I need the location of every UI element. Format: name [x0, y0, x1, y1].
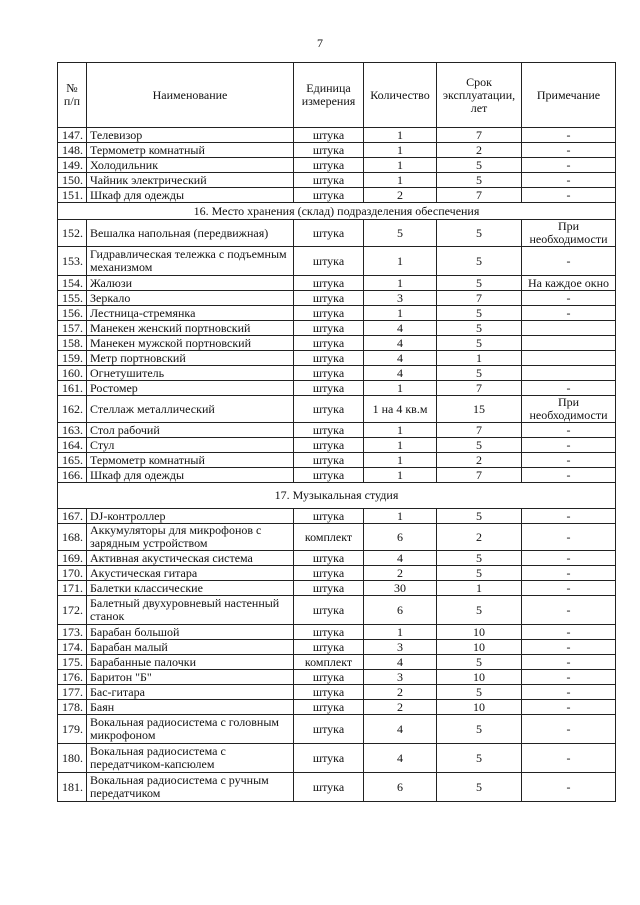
table-row: [58, 566, 616, 581]
item-unit: штука: [294, 670, 364, 685]
row-number: 172.: [58, 596, 87, 625]
item-quantity: 1: [364, 625, 437, 640]
item-note: -: [522, 655, 616, 670]
item-quantity: 1 на 4 кв.м: [364, 396, 437, 423]
item-note: -: [522, 438, 616, 453]
row-number: 163.: [58, 423, 87, 438]
item-quantity: 30: [364, 581, 437, 596]
item-service-life: 10: [437, 625, 522, 640]
row-number: 160.: [58, 366, 87, 381]
item-unit: штука: [294, 581, 364, 596]
item-name: DJ-контроллер: [87, 509, 294, 524]
table-row: [58, 453, 616, 468]
item-quantity: 3: [364, 640, 437, 655]
row-number: 147.: [58, 128, 87, 143]
item-quantity: 2: [364, 188, 437, 203]
row-number: 179.: [58, 715, 87, 744]
item-service-life: 10: [437, 670, 522, 685]
row-number: 166.: [58, 468, 87, 483]
item-quantity: 1: [364, 306, 437, 321]
item-unit: штука: [294, 366, 364, 381]
table-row: [58, 143, 616, 158]
item-note: [522, 351, 616, 366]
item-service-life: 2: [437, 143, 522, 158]
item-service-life: 5: [437, 438, 522, 453]
item-name: Вокальная радиосистема с ручным передатчиком: [87, 773, 294, 802]
item-note: -: [522, 685, 616, 700]
item-name: Стол рабочий: [87, 423, 294, 438]
item-note: -: [522, 509, 616, 524]
item-note: [522, 321, 616, 336]
row-number: 162.: [58, 396, 87, 423]
item-service-life: 5: [437, 220, 522, 247]
item-note: -: [522, 744, 616, 773]
item-name: Вокальная радиосистема с головным микрофоном: [87, 715, 294, 744]
item-quantity: 4: [364, 336, 437, 351]
item-note: На каждое окно: [522, 276, 616, 291]
equipment-table: [57, 62, 616, 802]
item-name: Огнетушитель: [87, 366, 294, 381]
row-number: 151.: [58, 188, 87, 203]
item-name: Термометр комнатный: [87, 143, 294, 158]
table-row: [58, 276, 616, 291]
row-number: 177.: [58, 685, 87, 700]
table-row: [58, 366, 616, 381]
item-name: Холодильник: [87, 158, 294, 173]
item-note: -: [522, 381, 616, 396]
table-row: [58, 524, 616, 551]
item-unit: штука: [294, 468, 364, 483]
table-row: [58, 423, 616, 438]
item-name: Зеркало: [87, 291, 294, 306]
item-service-life: 7: [437, 188, 522, 203]
item-quantity: 1: [364, 143, 437, 158]
item-name: Шкаф для одежды: [87, 468, 294, 483]
item-quantity: 4: [364, 744, 437, 773]
item-quantity: 4: [364, 655, 437, 670]
table-row: [58, 581, 616, 596]
table-header-row: [58, 63, 616, 128]
item-service-life: 5: [437, 509, 522, 524]
item-name: Жалюзи: [87, 276, 294, 291]
table-row: [58, 596, 616, 625]
item-service-life: 7: [437, 468, 522, 483]
item-quantity: 4: [364, 715, 437, 744]
section-title: 17. Музыкальная студия: [58, 483, 616, 509]
item-name: Бас-гитара: [87, 685, 294, 700]
item-unit: штука: [294, 438, 364, 453]
item-name: Чайник электрический: [87, 173, 294, 188]
table-row: [58, 291, 616, 306]
row-number: 156.: [58, 306, 87, 321]
row-number: 157.: [58, 321, 87, 336]
item-service-life: 15: [437, 396, 522, 423]
table-row: [58, 173, 616, 188]
item-note: -: [522, 700, 616, 715]
row-number: 164.: [58, 438, 87, 453]
item-service-life: 1: [437, 351, 522, 366]
item-note: -: [522, 173, 616, 188]
item-note: -: [522, 128, 616, 143]
item-note: -: [522, 640, 616, 655]
table-row: [58, 468, 616, 483]
header-note: Примечание: [522, 63, 616, 128]
item-service-life: 5: [437, 173, 522, 188]
item-name: Ростомер: [87, 381, 294, 396]
item-quantity: 5: [364, 220, 437, 247]
row-number: 176.: [58, 670, 87, 685]
item-service-life: 5: [437, 366, 522, 381]
item-unit: штука: [294, 551, 364, 566]
section-title: 16. Место хранения (склад) подразделения обеспечения: [58, 203, 616, 220]
item-quantity: 1: [364, 276, 437, 291]
item-quantity: 1: [364, 128, 437, 143]
table-row: [58, 655, 616, 670]
header-qty: Количество: [364, 63, 437, 128]
row-number: 165.: [58, 453, 87, 468]
table-row: [58, 128, 616, 143]
item-quantity: 1: [364, 438, 437, 453]
row-number: 171.: [58, 581, 87, 596]
item-name: Шкаф для одежды: [87, 188, 294, 203]
item-unit: штука: [294, 247, 364, 276]
item-service-life: 7: [437, 291, 522, 306]
section-header-row: [58, 203, 616, 220]
item-unit: штука: [294, 453, 364, 468]
item-unit: штука: [294, 685, 364, 700]
item-unit: штука: [294, 596, 364, 625]
row-number: 161.: [58, 381, 87, 396]
item-unit: штука: [294, 640, 364, 655]
item-unit: штука: [294, 336, 364, 351]
table-row: [58, 247, 616, 276]
item-unit: штука: [294, 143, 364, 158]
table-row: [58, 685, 616, 700]
table-row: [58, 158, 616, 173]
item-note: -: [522, 468, 616, 483]
item-note: -: [522, 566, 616, 581]
row-number: 155.: [58, 291, 87, 306]
item-note: -: [522, 596, 616, 625]
item-service-life: 5: [437, 321, 522, 336]
item-service-life: 5: [437, 566, 522, 581]
table-row: [58, 509, 616, 524]
item-service-life: 10: [437, 700, 522, 715]
item-service-life: 5: [437, 744, 522, 773]
item-unit: штука: [294, 744, 364, 773]
item-name: Балетки классические: [87, 581, 294, 596]
item-name: Термометр комнатный: [87, 453, 294, 468]
item-note: При необходимости: [522, 396, 616, 423]
item-service-life: 1: [437, 581, 522, 596]
item-note: -: [522, 423, 616, 438]
table-row: [58, 625, 616, 640]
item-name: Вокальная радиосистема с передатчиком-капсюлем: [87, 744, 294, 773]
table-row: [58, 396, 616, 423]
item-unit: штука: [294, 321, 364, 336]
item-note: -: [522, 143, 616, 158]
row-number: 152.: [58, 220, 87, 247]
item-quantity: 2: [364, 700, 437, 715]
row-number: 153.: [58, 247, 87, 276]
item-service-life: 2: [437, 524, 522, 551]
row-number: 173.: [58, 625, 87, 640]
item-name: Стеллаж металлический: [87, 396, 294, 423]
item-quantity: 1: [364, 423, 437, 438]
header-life: Срок эксплуатации, лет: [437, 63, 522, 128]
item-quantity: 3: [364, 670, 437, 685]
item-note: -: [522, 247, 616, 276]
row-number: 180.: [58, 744, 87, 773]
row-number: 170.: [58, 566, 87, 581]
item-note: [522, 336, 616, 351]
item-name: Баян: [87, 700, 294, 715]
section-header-row: [58, 483, 616, 509]
item-note: При необходимости: [522, 220, 616, 247]
item-unit: комплект: [294, 655, 364, 670]
item-name: Манекен женский портновский: [87, 321, 294, 336]
row-number: 149.: [58, 158, 87, 173]
row-number: 174.: [58, 640, 87, 655]
item-service-life: 5: [437, 306, 522, 321]
item-name: Манекен мужской портновский: [87, 336, 294, 351]
item-quantity: 2: [364, 566, 437, 581]
item-unit: штука: [294, 220, 364, 247]
row-number: 168.: [58, 524, 87, 551]
item-service-life: 5: [437, 685, 522, 700]
row-number: 154.: [58, 276, 87, 291]
header-name: Наименование: [87, 63, 294, 128]
header-num: № п/п: [58, 63, 87, 128]
row-number: 158.: [58, 336, 87, 351]
item-quantity: 6: [364, 773, 437, 802]
item-service-life: 5: [437, 715, 522, 744]
item-name: Баритон "Б": [87, 670, 294, 685]
item-note: -: [522, 581, 616, 596]
item-quantity: 4: [364, 366, 437, 381]
item-name: Лестница-стремянка: [87, 306, 294, 321]
table-row: [58, 551, 616, 566]
item-unit: штука: [294, 396, 364, 423]
item-unit: штука: [294, 158, 364, 173]
item-unit: штука: [294, 306, 364, 321]
row-number: 167.: [58, 509, 87, 524]
row-number: 148.: [58, 143, 87, 158]
row-number: 159.: [58, 351, 87, 366]
item-service-life: 5: [437, 773, 522, 802]
table-body: [58, 128, 616, 802]
item-service-life: 5: [437, 247, 522, 276]
item-note: -: [522, 158, 616, 173]
item-service-life: 2: [437, 453, 522, 468]
item-quantity: 1: [364, 453, 437, 468]
row-number: 181.: [58, 773, 87, 802]
item-quantity: 1: [364, 468, 437, 483]
item-name: Аккумуляторы для микрофонов с зарядным устройством: [87, 524, 294, 551]
item-quantity: 1: [364, 173, 437, 188]
table-row: [58, 321, 616, 336]
table-row: [58, 306, 616, 321]
item-service-life: 5: [437, 596, 522, 625]
item-note: -: [522, 551, 616, 566]
row-number: 178.: [58, 700, 87, 715]
table-row: [58, 744, 616, 773]
item-note: -: [522, 291, 616, 306]
item-service-life: 10: [437, 640, 522, 655]
table-row: [58, 220, 616, 247]
item-quantity: 3: [364, 291, 437, 306]
item-service-life: 5: [437, 158, 522, 173]
item-quantity: 1: [364, 381, 437, 396]
item-unit: штука: [294, 566, 364, 581]
item-note: -: [522, 524, 616, 551]
row-number: 169.: [58, 551, 87, 566]
item-service-life: 5: [437, 336, 522, 351]
table-row: [58, 336, 616, 351]
table-row: [58, 670, 616, 685]
item-unit: штука: [294, 423, 364, 438]
table-row: [58, 640, 616, 655]
item-note: -: [522, 715, 616, 744]
table-row: [58, 715, 616, 744]
row-number: 150.: [58, 173, 87, 188]
item-name: Вешалка напольная (передвижная): [87, 220, 294, 247]
table-row: [58, 381, 616, 396]
item-unit: штука: [294, 291, 364, 306]
row-number: 175.: [58, 655, 87, 670]
item-service-life: 7: [437, 128, 522, 143]
item-note: -: [522, 453, 616, 468]
item-note: [522, 366, 616, 381]
table-row: [58, 351, 616, 366]
item-name: Акустическая гитара: [87, 566, 294, 581]
item-name: Барабанные палочки: [87, 655, 294, 670]
item-name: Барабан большой: [87, 625, 294, 640]
table-row: [58, 438, 616, 453]
item-name: Барабан малый: [87, 640, 294, 655]
item-service-life: 5: [437, 276, 522, 291]
item-note: -: [522, 670, 616, 685]
table-row: [58, 773, 616, 802]
item-unit: штука: [294, 173, 364, 188]
item-unit: штука: [294, 188, 364, 203]
item-note: -: [522, 773, 616, 802]
item-quantity: 1: [364, 247, 437, 276]
item-quantity: 2: [364, 685, 437, 700]
item-unit: штука: [294, 276, 364, 291]
item-unit: штука: [294, 351, 364, 366]
item-service-life: 7: [437, 381, 522, 396]
item-note: -: [522, 306, 616, 321]
item-service-life: 7: [437, 423, 522, 438]
table-row: [58, 700, 616, 715]
item-quantity: 4: [364, 551, 437, 566]
item-quantity: 1: [364, 509, 437, 524]
item-unit: штука: [294, 715, 364, 744]
item-name: Метр портновский: [87, 351, 294, 366]
item-unit: штука: [294, 773, 364, 802]
item-unit: штука: [294, 700, 364, 715]
item-unit: штука: [294, 509, 364, 524]
item-unit: штука: [294, 381, 364, 396]
item-unit: комплект: [294, 524, 364, 551]
item-name: Активная акустическая система: [87, 551, 294, 566]
item-quantity: 1: [364, 158, 437, 173]
item-service-life: 5: [437, 655, 522, 670]
item-note: -: [522, 625, 616, 640]
page-number: 7: [317, 36, 323, 50]
item-quantity: 4: [364, 351, 437, 366]
item-name: Стул: [87, 438, 294, 453]
item-name: Балетный двухуровневый настенный станок: [87, 596, 294, 625]
item-note: -: [522, 188, 616, 203]
item-name: Гидравлическая тележка с подъемным механизмом: [87, 247, 294, 276]
item-name: Телевизор: [87, 128, 294, 143]
item-unit: штука: [294, 128, 364, 143]
item-quantity: 6: [364, 524, 437, 551]
item-service-life: 5: [437, 551, 522, 566]
item-unit: штука: [294, 625, 364, 640]
item-quantity: 6: [364, 596, 437, 625]
table-row: [58, 188, 616, 203]
item-quantity: 4: [364, 321, 437, 336]
header-unit: Единица измерения: [294, 63, 364, 128]
